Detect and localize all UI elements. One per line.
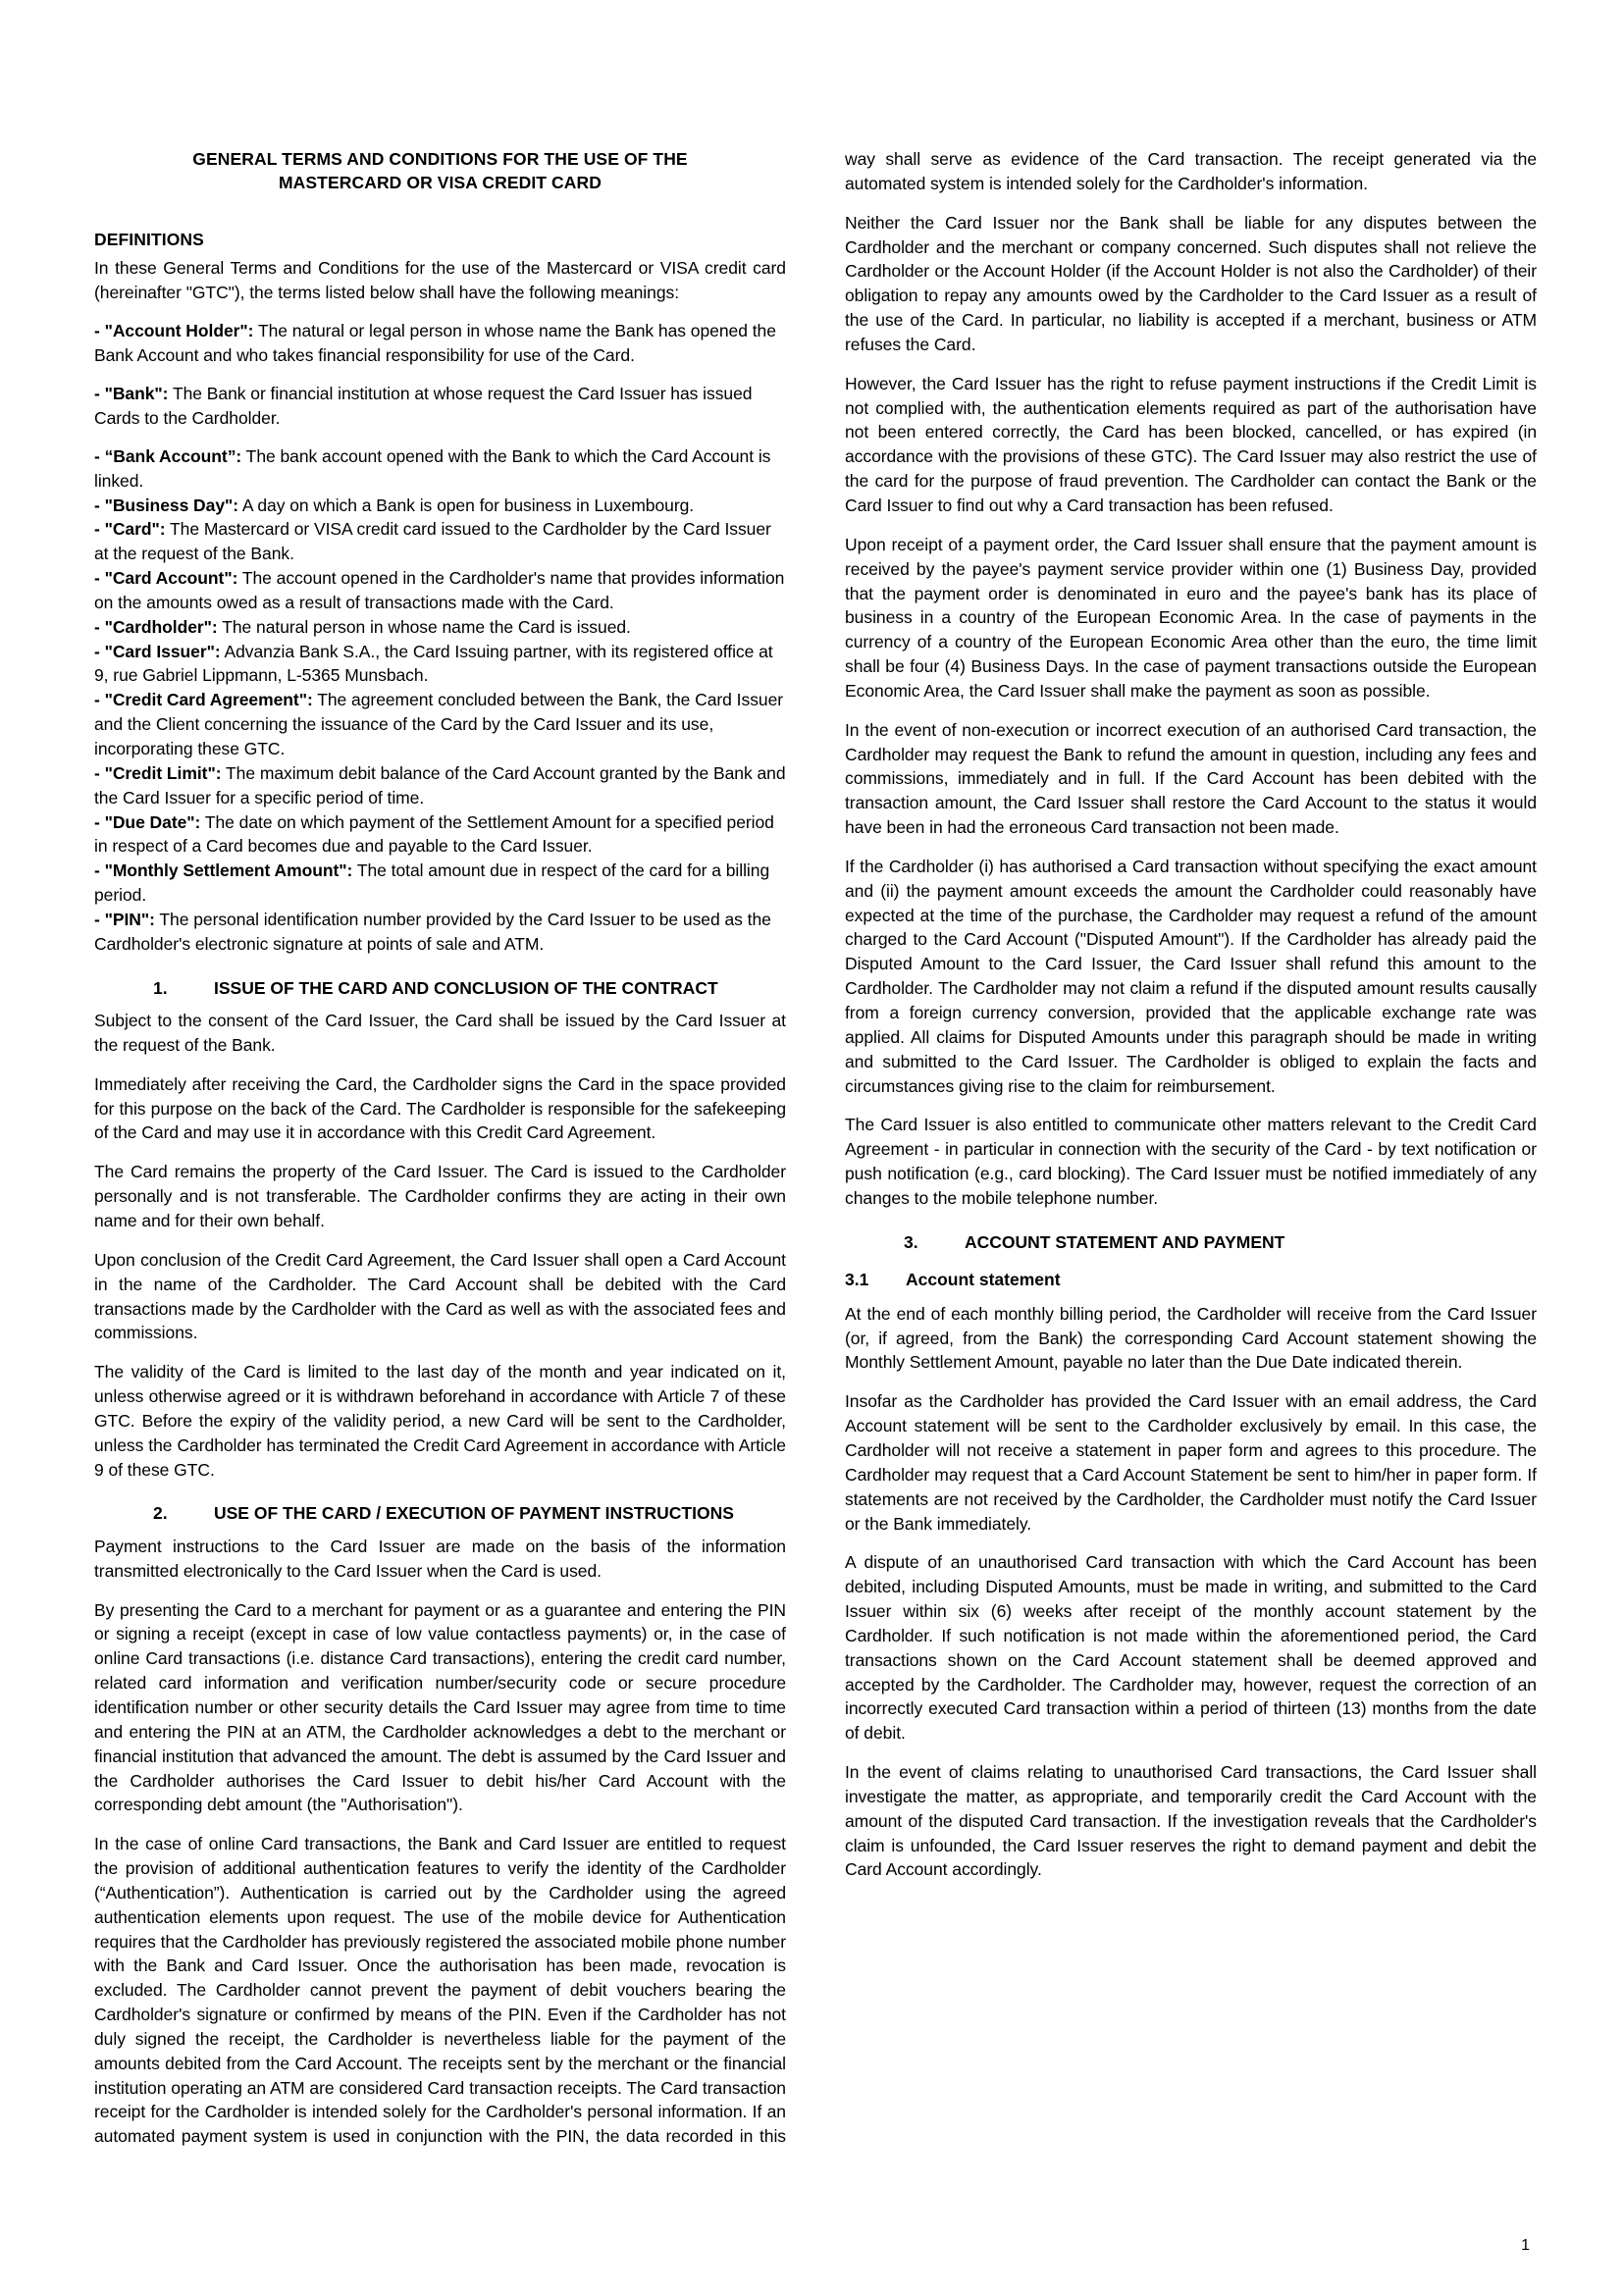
definition-item [94, 444, 786, 494]
definition-term: - "Credit Limit": [94, 762, 222, 783]
definition-text: The bank account opened with the Bank to which the Card Account is linked. [94, 445, 771, 491]
definition-term: - "Business Day": [94, 495, 239, 515]
definition-item [94, 761, 786, 810]
paragraph: Insofar as the Cardholder has provided the Card Issuer with an email address, the Card Account statement will be sent to the Cardholder exclusively by email. In this case, the Cardholder will not receive a statement in paper form and agrees to this procedure. The Cardholder may request that a Card Account Statement be sent to him/her in paper form. If statements are not received by the Cardholder, the Cardholder must notify the Card Issuer or the Bank immediately. [845, 1391, 1537, 1534]
paragraph: Upon receipt of a payment order, the Card Issuer shall ensure that the payment amount is received by the payee's payment service provider within one (1) Business Day, provided that the payment order is denominated in euro and the payee's bank has its place of business in a country of the European Economic Area. In the case of payments in the currency of a country of the European Economic Area other than the euro, the time limit shall be four (4) Business Days. In the case of payment transactions outside the European Economic Area, the Card Issuer shall make the payment as soon as possible. [845, 534, 1537, 701]
document-title-line-1: GENERAL TERMS AND CONDITIONS FOR THE USE OF THE [192, 149, 688, 169]
paragraph: Upon conclusion of the Credit Card Agreement, the Card Issuer shall open a Card Account in the name of the Cardholder. The Card Account shall be debited with the Card transactions made by the Cardholder with the Card as well as with the associated fees and commissions. [94, 1249, 786, 1343]
subsection-heading-3-1 [845, 1268, 1537, 1292]
definition-text: The date on which payment of the Settlement Amount for a specified period in respect of a Card becomes due and payable to the Card Issuer. [94, 811, 774, 857]
definition-term: - “Bank Account”: [94, 445, 242, 466]
paragraph: Immediately after receiving the Card, the Cardholder signs the Card in the space provided for this purpose on the back of the Card. The Cardholder is responsible for the safekeeping of the Card and may use it in accordance with this Credit Card Agreement. [94, 1073, 786, 1143]
definition-item [94, 319, 786, 368]
paragraph: A dispute of an unauthorised Card transaction with which the Card Account has been debited, including Disputed Amounts, must be made in writing, and submitted to the Card Issuer within six (6) weeks after receipt of the monthly account statement by the Cardholder. If such notification is not made within the aforementioned period, the Card transactions shown on the Card Account statement shall be deemed approved and accepted by the Cardholder. The Cardholder may, however, request the correction of an incorrectly executed Card transaction within a period of thirteen (13) months from the date of debit. [845, 1552, 1537, 1744]
paragraph: The Card remains the property of the Card Issuer. The Card is issued to the Cardholder personally and is not transferable. The Cardholder confirms they are acting in their own name and for their own behalf. [94, 1162, 786, 1230]
definition-term: - "Cardholder": [94, 616, 218, 637]
definition-item [94, 382, 786, 431]
definition-text: The natural person in whose name the Card is issued. [217, 616, 631, 637]
definition-term: - "Card Account": [94, 568, 238, 589]
definition-text: The account opened in the Cardholder's name that provides information on the amounts owed as a result of transactions made with the Card. [94, 568, 785, 612]
paragraph: At the end of each monthly billing period, the Cardholder will receive from the Card Issuer (or, if agreed, from the Bank) the corresponding Card Account statement showing the Monthly Settlement Amount, payable no later than the Due Date indicated therein. [845, 1303, 1537, 1373]
subsection-number-3-1: 3.1 [845, 1270, 869, 1290]
section-title-1: ISSUE OF THE CARD AND CONCLUSION OF THE CONTRACT [214, 977, 718, 998]
paragraph: By presenting the Card to a merchant for payment or as a guarantee and entering the PIN or signing a receipt (except in case of low value contactless payments) or, in the case of online Card transactions (i.e. distance Card transactions), entering the credit card number, related card information and verification number/security code or secure procedure identification number or other security details the Card Issuer may agree from time to time and entering the PIN at an ATM, the Cardholder acknowledges a debt to the merchant or financial institution that advanced the amount. The debt is assumed by the Card Issuer and the Cardholder authorises the Card Issuer to debit his/her Card Account with the corresponding debt amount (the "Authorisation"). [94, 1599, 786, 1815]
definition-term: - "Bank": [94, 384, 169, 404]
definition-text: The Mastercard or VISA credit card issued to the Cardholder by the Card Issuer at the request of the Bank. [94, 519, 771, 564]
definitions-heading: DEFINITIONS [94, 230, 204, 250]
definition-term: - "PIN": [94, 909, 155, 929]
paragraph: Neither the Card Issuer nor the Bank shall be liable for any disputes between the Cardholder and the merchant or company concerned. Such disputes shall not relieve the Cardholder or the Account Holder (if the Account Holder is not also the Cardholder) of their obligation to repay any amounts owed by the Cardholder to the Card Issuer as a result of the use of the Card. In particular, no liability is accepted if a merchant, business or ATM refuses the Card. [845, 212, 1537, 354]
paragraph: The validity of the Card is limited to the last day of the month and year indicated on it, unless otherwise agreed or it is withdrawn beforehand in accordance with Article 7 of these GTC. Before the expiry of the validity period, a new Card will be sent to the Cardholder, unless the Cardholder has terminated the Credit Card Agreement in accordance with Article 9 of these GTC. [94, 1362, 786, 1480]
section-heading-2 [94, 1501, 786, 1526]
section-title-3: ACCOUNT STATEMENT AND PAYMENT [965, 1231, 1285, 1252]
document-title [94, 147, 786, 194]
definition-text: The natural or legal person in whose name the Bank has opened the Bank Account and who takes financial responsibility for use of the Card. [94, 321, 776, 366]
definition-text: The Bank or financial institution at whose request the Card Issuer has issued Cards to the Cardholder. [94, 384, 753, 428]
definition-text: A day on which a Bank is open for business in Luxembourg. [238, 495, 695, 515]
paragraph: In the case of online Card transactions, the Bank and Card Issuer are entitled to request the provision of additional authentication features to verify the identity of the Cardholder (“Authentication”). Authentication is carried out by the Cardholder using the agreed authentication elements upon request. The use of the mobile device for Authentication requires that the Cardholder has previously registered the associated mobile phone number with the Bank and Card Issuer. Once the authorisation has been made, revocation is excluded. The Cardholder cannot prevent the payment of debit vouchers bearing the Cardholder's signature or confirmed by means of the PIN. Even if the Cardholder has not duly signed the receipt, the Cardholder is nevertheless liable for the payment of the amounts debited from the Card Account. The receipts sent by the merchant or the financial institution operating an ATM are considered Card transaction receipts. The Card transaction receipt for the Cardholder is intended solely for the Cardholder's personal information. If an automated payment system is used in conjunction with the PIN, the data recorded in this way shall serve as evidence of the Card transaction. The receipt generated via the automated system is intended solely for the Cardholder's information. [94, 149, 1537, 2147]
definition-item [94, 810, 786, 860]
paragraph: If the Cardholder (i) has authorised a Card transaction without specifying the exact amount and (ii) the payment amount exceeds the amount the Cardholder could reasonably have expected at the time of the purchase, the Cardholder may request a refund of the amount charged to the Card Account ("Disputed Amount"). If the Cardholder has already paid the Disputed Amount to the Card Issuer, the Card Issuer shall refund this amount to the Cardholder. The Cardholder may not claim a refund if the disputed amount results causally from a foreign currency conversion, provided that the applicable exchange rate was applied. All claims for Disputed Amounts under this paragraph should be made in writing and submitted to the Card Issuer. The Cardholder is obliged to explain the facts and circumstances giving rise to the claim for reimbursement. [845, 856, 1537, 1096]
definition-item [94, 688, 786, 761]
page-number: 1 [1521, 2237, 1530, 2254]
definition-item [94, 859, 786, 908]
definition-term: - "Account Holder": [94, 321, 254, 341]
definition-text: The maximum debit balance of the Card Account granted by the Bank and the Card Issuer for a specific period of time. [94, 762, 786, 808]
definition-item [94, 566, 786, 615]
section-heading-1 [94, 976, 786, 1001]
definition-term: - "Card Issuer": [94, 641, 221, 661]
paragraph: In the event of claims relating to unauthorised Card transactions, the Card Issuer shall investigate the matter, as appropriate, and temporarily credit the Card Account with the amount of the disputed Card transaction. If the investigation reveals that the Cardholder's claim is unfounded, the Card Issuer reserves the right to demand payment and debit the Card Account accordingly. [845, 1762, 1537, 1880]
definitions-intro: In these General Terms and Conditions for the use of the Mastercard or VISA credit card (hereinafter "GTC"), the terms listed below shall have the following meanings: [94, 257, 786, 302]
definition-term: - "Card": [94, 519, 166, 540]
definition-text: The total amount due in respect of the card for a billing period. [94, 861, 770, 906]
definition-item [94, 494, 786, 518]
section-heading-3 [845, 1230, 1537, 1255]
paragraph: However, the Card Issuer has the right to refuse payment instructions if the Credit Limit is not complied with, the authentication elements required as part of the authorisation have not been entered correctly, the Card has been blocked, cancelled, or has expired (in accordance with the provisions of these GTC). The Card Issuer may also restrict the use of the card for the purpose of fraud prevention. The Cardholder can contact the Bank or the Card Issuer to find out why a Card transaction has been refused. [845, 373, 1537, 515]
definition-item [94, 908, 786, 957]
definition-text: Advanzia Bank S.A., the Card Issuing partner, with its registered office at 9, rue Gabriel Lippmann, L-5365 Munsbach. [94, 641, 773, 686]
section-number-2: 2. [153, 1503, 168, 1524]
definition-text: The personal identification number provided by the Card Issuer to be used as the Cardholder's electronic signature at points of sale and ATM. [94, 909, 771, 954]
definition-term: - "Monthly Settlement Amount": [94, 861, 353, 881]
paragraph: Subject to the consent of the Card Issuer, the Card shall be issued by the Card Issuer at the request of the Bank. [94, 1011, 786, 1055]
definition-item [94, 517, 786, 566]
paragraph: In the event of non-execution or incorrect execution of an authorised Card transaction, the Cardholder may request the Bank to refund the amount in question, including any fees and commissions, immediately and in full. If the Card Account has been debited with the transaction amount, the Card Issuer shall restore the Card Account to the status it would have been in had the erroneous Card transaction not been made. [845, 719, 1537, 838]
subsection-title-3-1: Account statement [906, 1270, 1061, 1290]
definition-term: - "Due Date": [94, 811, 201, 832]
definition-text: The agreement concluded between the Bank, the Card Issuer and the Client concerning the issuance of the Card by the Card Issuer and its use, incorporating these GTC. [94, 690, 784, 758]
section-number-1: 1. [153, 977, 168, 998]
definition-item [94, 615, 786, 640]
document-content [94, 147, 1537, 2168]
definition-term: - "Credit Card Agreement": [94, 690, 313, 710]
definition-item [94, 640, 786, 689]
section-number-3: 3. [904, 1231, 918, 1252]
paragraph: Payment instructions to the Card Issuer are made on the basis of the information transmitted electronically to the Card Issuer when the Card is used. [94, 1536, 786, 1581]
section-title-2: USE OF THE CARD / EXECUTION OF PAYMENT INSTRUCTIONS [214, 1503, 734, 1524]
document-title-line-2: MASTERCARD OR VISA CREDIT CARD [278, 173, 602, 193]
paragraph: The Card Issuer is also entitled to communicate other matters relevant to the Credit Card Agreement - in particular in connection with the security of the Card - by text notification or push notification (e.g., card blocking). The Card Issuer must be notified immediately of any changes to the mobile telephone number. [845, 1115, 1537, 1208]
